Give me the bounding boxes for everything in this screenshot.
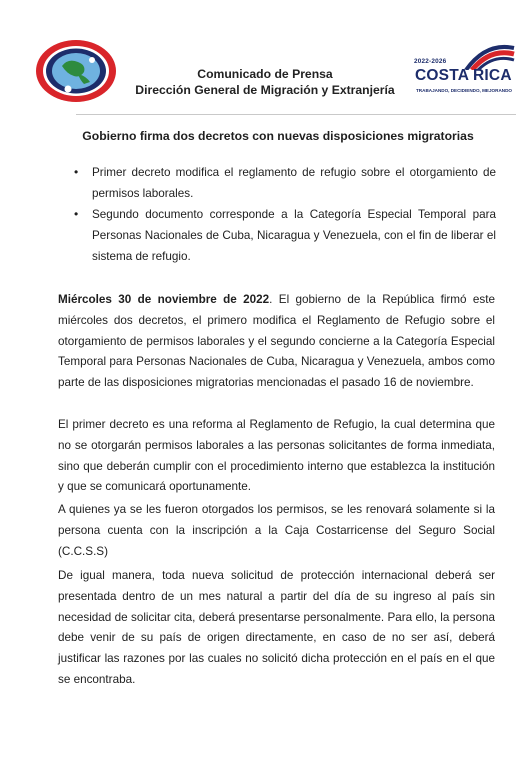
list-item xyxy=(72,162,496,204)
cr-logo-slogan: TRABAJANDO, DECIDIENDO, MEJORANDO xyxy=(416,88,512,93)
dgme-seal-logo xyxy=(34,38,118,104)
costa-rica-logo xyxy=(414,40,518,100)
bullet-icon: • xyxy=(74,207,79,221)
body-paragraph-2: El primer decreto es una reforma al Reglamento de Refugio, la cual determina que no se otorgarán permisos laborales a las personas solicitantes de forma inmediata, sino que deberán cumplir con el procedimiento interno que establezca la institución y que se comunicará oportunamente. xyxy=(58,418,495,494)
header-title-block xyxy=(124,66,406,98)
body-paragraph-3: A quienes ya se les fueron otorgados los permisos, se les renovará solamente si la persona cuenta con la inscripción a la Caja Costarricense del Seguro Social (C.C.S.S) xyxy=(58,503,495,558)
bullet-text: Primer decreto modifica el reglamento de refugio sobre el otorgamiento de permisos laborales. xyxy=(92,166,496,200)
paragraph-text: . El gobierno de la República firmó este miércoles dos decretos, el primero modifica el Reglamento de Refugio sobre el otorgamiento de permisos laborales y el segundo concierne a la Categoría Especial Temporal para Personas Nacionales de Cuba, Nicaragua y Venezuela, ambos como parte de las disposiciones migratorias mencionadas el pasado 16 de noviembre. xyxy=(58,293,495,390)
dateline: Miércoles 30 de noviembre de 2022 xyxy=(58,293,270,306)
cr-logo-years: 2022-2026 xyxy=(414,58,447,65)
cr-logo-name: COSTA RICA xyxy=(415,67,512,84)
body-paragraph-4: De igual manera, toda nueva solicitud de protección internacional deberá ser presentada dentro de un mes natural a partir del día de su ingreso al país sin necesidad de solicitar cita, deberá presentarse personalmente. Para ello, la persona debe venir de su país de origen directamente, en caso de no ser así, deberá justificar las razones por las cuales no solicitó dicha protección en el país en el que se encontraba. xyxy=(58,569,495,686)
header-press-label: Comunicado de Prensa xyxy=(197,67,333,81)
bullet-text: Segundo documento corresponde a la Categoría Especial Temporal para Personas Nacionales de Cuba, Nicaragua y Venezuela, con el fin de liberar el sistema de refugio. xyxy=(92,208,496,263)
list-item xyxy=(72,204,496,267)
flag-arc-icon xyxy=(464,40,516,70)
body-paragraph-1 xyxy=(58,290,495,394)
header-agency-name: Dirección General de Migración y Extranjería xyxy=(135,83,395,97)
bullet-icon: • xyxy=(74,165,79,179)
header-divider xyxy=(76,114,516,115)
headline: Gobierno firma dos decretos con nuevas disposiciones migratorias xyxy=(82,129,474,143)
summary-bullet-list xyxy=(72,162,496,267)
